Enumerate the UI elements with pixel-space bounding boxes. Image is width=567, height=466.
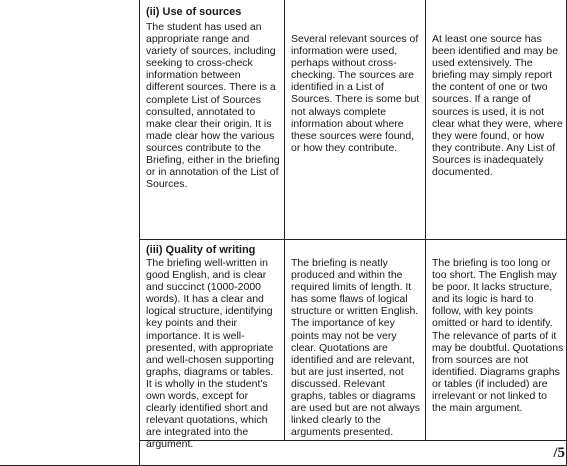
sources-excellent-cell — [146, 6, 280, 190]
sources-weak-text: At least one source has been identified and may be used extensively. The briefing may simply report the content of one or two sources. If a range of sources is used, it is not clear what they were, where they were found, or how they contribute. Any List of Sources is inadequately documented. — [432, 33, 563, 179]
table-border — [425, 0, 426, 441]
sources-adequate-text: Several relevant sources of information were used, perhaps without cross-checking. The sources are identified in a List of Sources. There is some but not always complete information about where these sources were found, or how they contribute. — [291, 33, 420, 154]
writing-weak-cell — [432, 257, 564, 414]
sources-heading: (ii) Use of sources — [146, 6, 242, 18]
writing-adequate-text: The briefing is neatly produced and within the required limits of length. It has some flaws of logical structure or written English. The importance of key points may not be very clear. Quotations are identified and are relevant, but are just inserted, not discussed. Relevant graphs, tables or diagrams are used but are not always linked clearly to the arguments presented. — [291, 257, 420, 439]
sources-weak-cell — [432, 33, 564, 178]
writing-heading: (iii) Quality of writing — [146, 244, 256, 256]
writing-excellent-text: The briefing well-written in good English, and is clear and succinct (1000-2000 words). It has a clear and logical structure, identifying key points and their importance. It is well-presented, with appropriate and well-chosen supporting graphs, diagrams or tables. It is wholly in the student's own words, except for clearly identified short and relevant quotations, which are integrated into the argument. — [146, 257, 274, 451]
score-label: /5 — [553, 445, 565, 461]
table-border — [139, 239, 567, 240]
table-border — [284, 0, 285, 441]
writing-weak-text: The briefing is too long or too short. The English may be poor. It lacks structure, and its logic is hard to follow, with key points omitted or hard to identify. The relevance of parts of it may be doubtful. Quotations from sources are not identified. Diagrams graphs or tables (if included) are irrelevant or not linked to the main argument. — [432, 257, 564, 415]
writing-excellent-cell — [146, 244, 280, 451]
sources-adequate-cell — [291, 33, 421, 154]
table-border — [139, 0, 140, 466]
sources-excellent-text: The student has used an appropriate range and variety of sources, including seeking to cross-check information between different sources. There is a complete List of Sources consulted, annotated to make clear their origin. It is made clear how the various sources contribute to the Briefing, either in the briefing or in annotation of the List of Sources. — [146, 21, 280, 191]
writing-adequate-cell — [291, 257, 421, 438]
